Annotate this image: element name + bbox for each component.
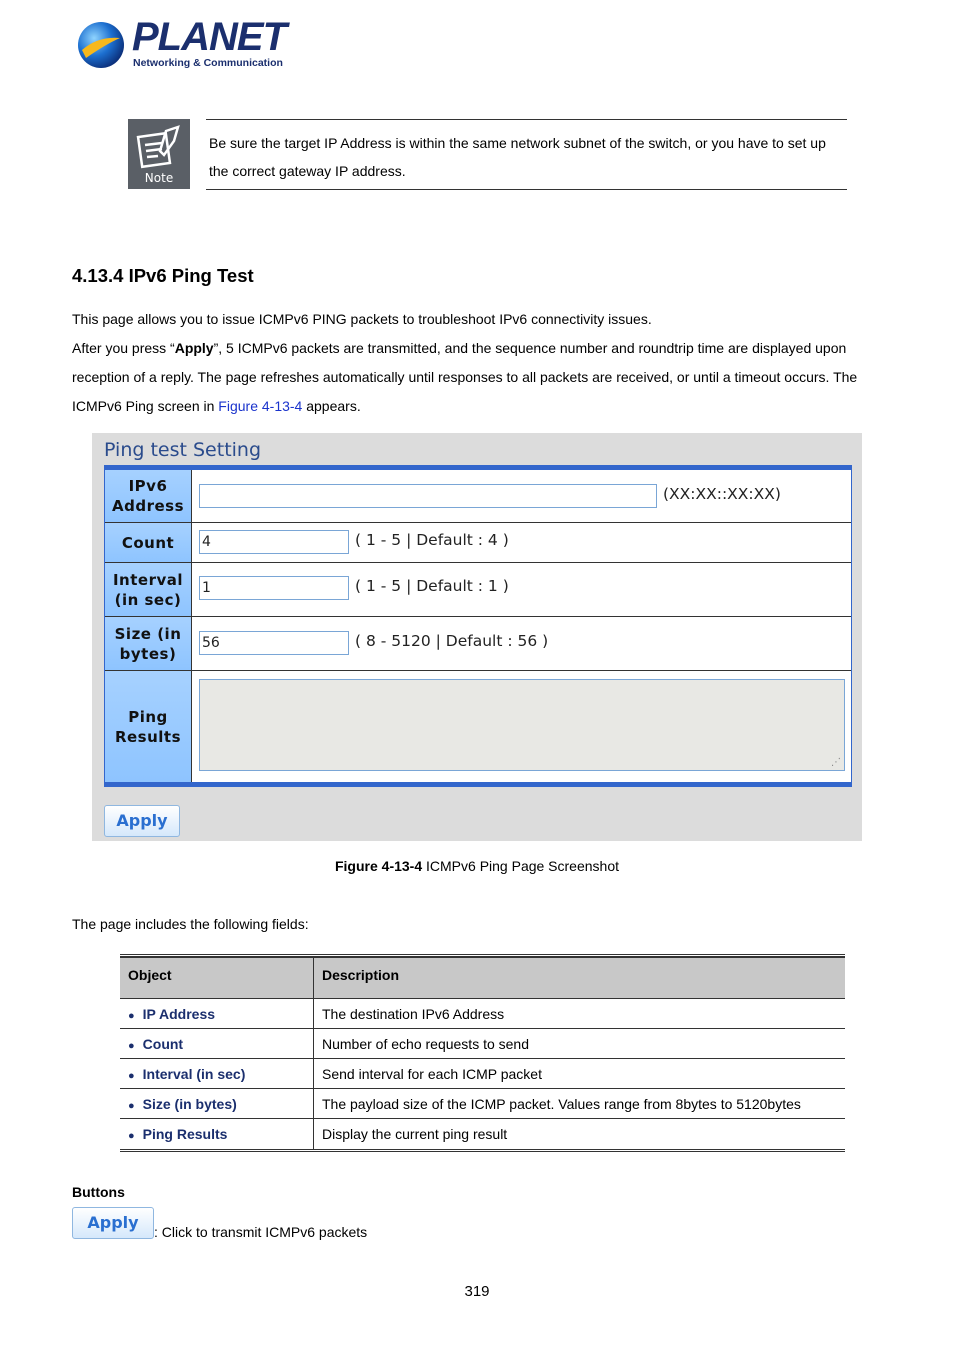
table-row: ● Count Number of echo requests to send <box>120 1029 845 1059</box>
buttons-heading: Buttons <box>72 1184 125 1200</box>
table-row: ● Size (in bytes) The payload size of the ICMP packet. Values range from 8bytes to 5120bytes <box>120 1089 845 1119</box>
note-icon-label: Note <box>144 171 174 185</box>
ipv6-address-row <box>105 470 851 523</box>
planet-logo <box>76 15 286 74</box>
apply-button[interactable]: Apply <box>104 805 180 837</box>
interval-hint: ( 1 - 5 | Default : 1 ) <box>355 577 509 595</box>
ping-results-label: Ping Results <box>105 671 192 782</box>
table-row: ● IP Address The destination IPv6 Address <box>120 999 845 1029</box>
section-description <box>72 305 892 421</box>
ping-test-panel <box>92 433 862 841</box>
fields-intro: The page includes the following fields: <box>72 916 309 932</box>
table-row: ● Interval (in sec) Send interval for each ICMP packet <box>120 1059 845 1089</box>
fields-table <box>120 954 845 1152</box>
description-header: Description <box>322 967 400 983</box>
ipv6-address-input[interactable] <box>199 484 657 508</box>
globe-icon <box>76 20 126 70</box>
size-row <box>105 617 851 671</box>
size-hint: ( 8 - 5120 | Default : 56 ) <box>355 632 549 650</box>
table-row: ● Ping Results Display the current ping result <box>120 1119 845 1149</box>
logo-wordmark: PLANET <box>132 15 286 59</box>
section-heading: 4.13.4 IPv6 Ping Test <box>72 265 254 286</box>
resize-grip-icon[interactable]: ⋰ <box>831 757 841 768</box>
ipv6-address-label: IPv6 Address <box>105 470 192 522</box>
count-row <box>105 523 851 563</box>
count-input[interactable]: 4 <box>199 530 349 554</box>
ipv6-address-hint: (XX:XX::XX:XX) <box>663 485 781 503</box>
ping-results-textarea[interactable] <box>199 679 845 771</box>
apply-paragraph: After you press “Apply”, 5 ICMPv6 packets are transmitted, and the sequence number and roundtrip time are displayed upon reception of a reply. The page refreshes automatically until responses to all packets are received, or until a timeout occurs. The ICMPv6 Ping screen in Figure 4-13-4 appears. <box>72 340 858 414</box>
intro-paragraph: This page allows you to issue ICMPv6 PING packets to troubleshoot IPv6 connectivity issues. <box>72 311 652 327</box>
ping-settings-grid <box>104 465 852 787</box>
figure-caption: Figure 4-13-4 ICMPv6 Ping Page Screenshot <box>334 858 620 874</box>
figure-link[interactable]: Figure 4-13-4 <box>218 398 303 414</box>
table-header <box>120 957 845 999</box>
ping-results-row <box>105 671 851 782</box>
logo-tagline: Networking & Communication <box>133 57 283 69</box>
size-input[interactable]: 56 <box>199 631 349 655</box>
interval-input[interactable]: 1 <box>199 576 349 600</box>
apply-button-description: : Click to transmit ICMPv6 packets <box>154 1224 368 1240</box>
apply-button-example[interactable]: Apply <box>72 1207 154 1239</box>
count-hint: ( 1 - 5 | Default : 4 ) <box>355 531 509 549</box>
object-header: Object <box>120 958 314 998</box>
interval-label: Interval (in sec) <box>105 563 192 616</box>
count-label: Count <box>105 523 192 562</box>
interval-row <box>105 563 851 617</box>
panel-title: Ping test Setting <box>104 439 262 461</box>
note-text: Be sure the target IP Address is within the same network subnet of the switch, or you have to set up the correct gateway IP address. <box>206 119 847 190</box>
note-icon <box>128 119 190 189</box>
page-number: 319 <box>464 1283 490 1300</box>
size-label: Size (in bytes) <box>105 617 192 670</box>
